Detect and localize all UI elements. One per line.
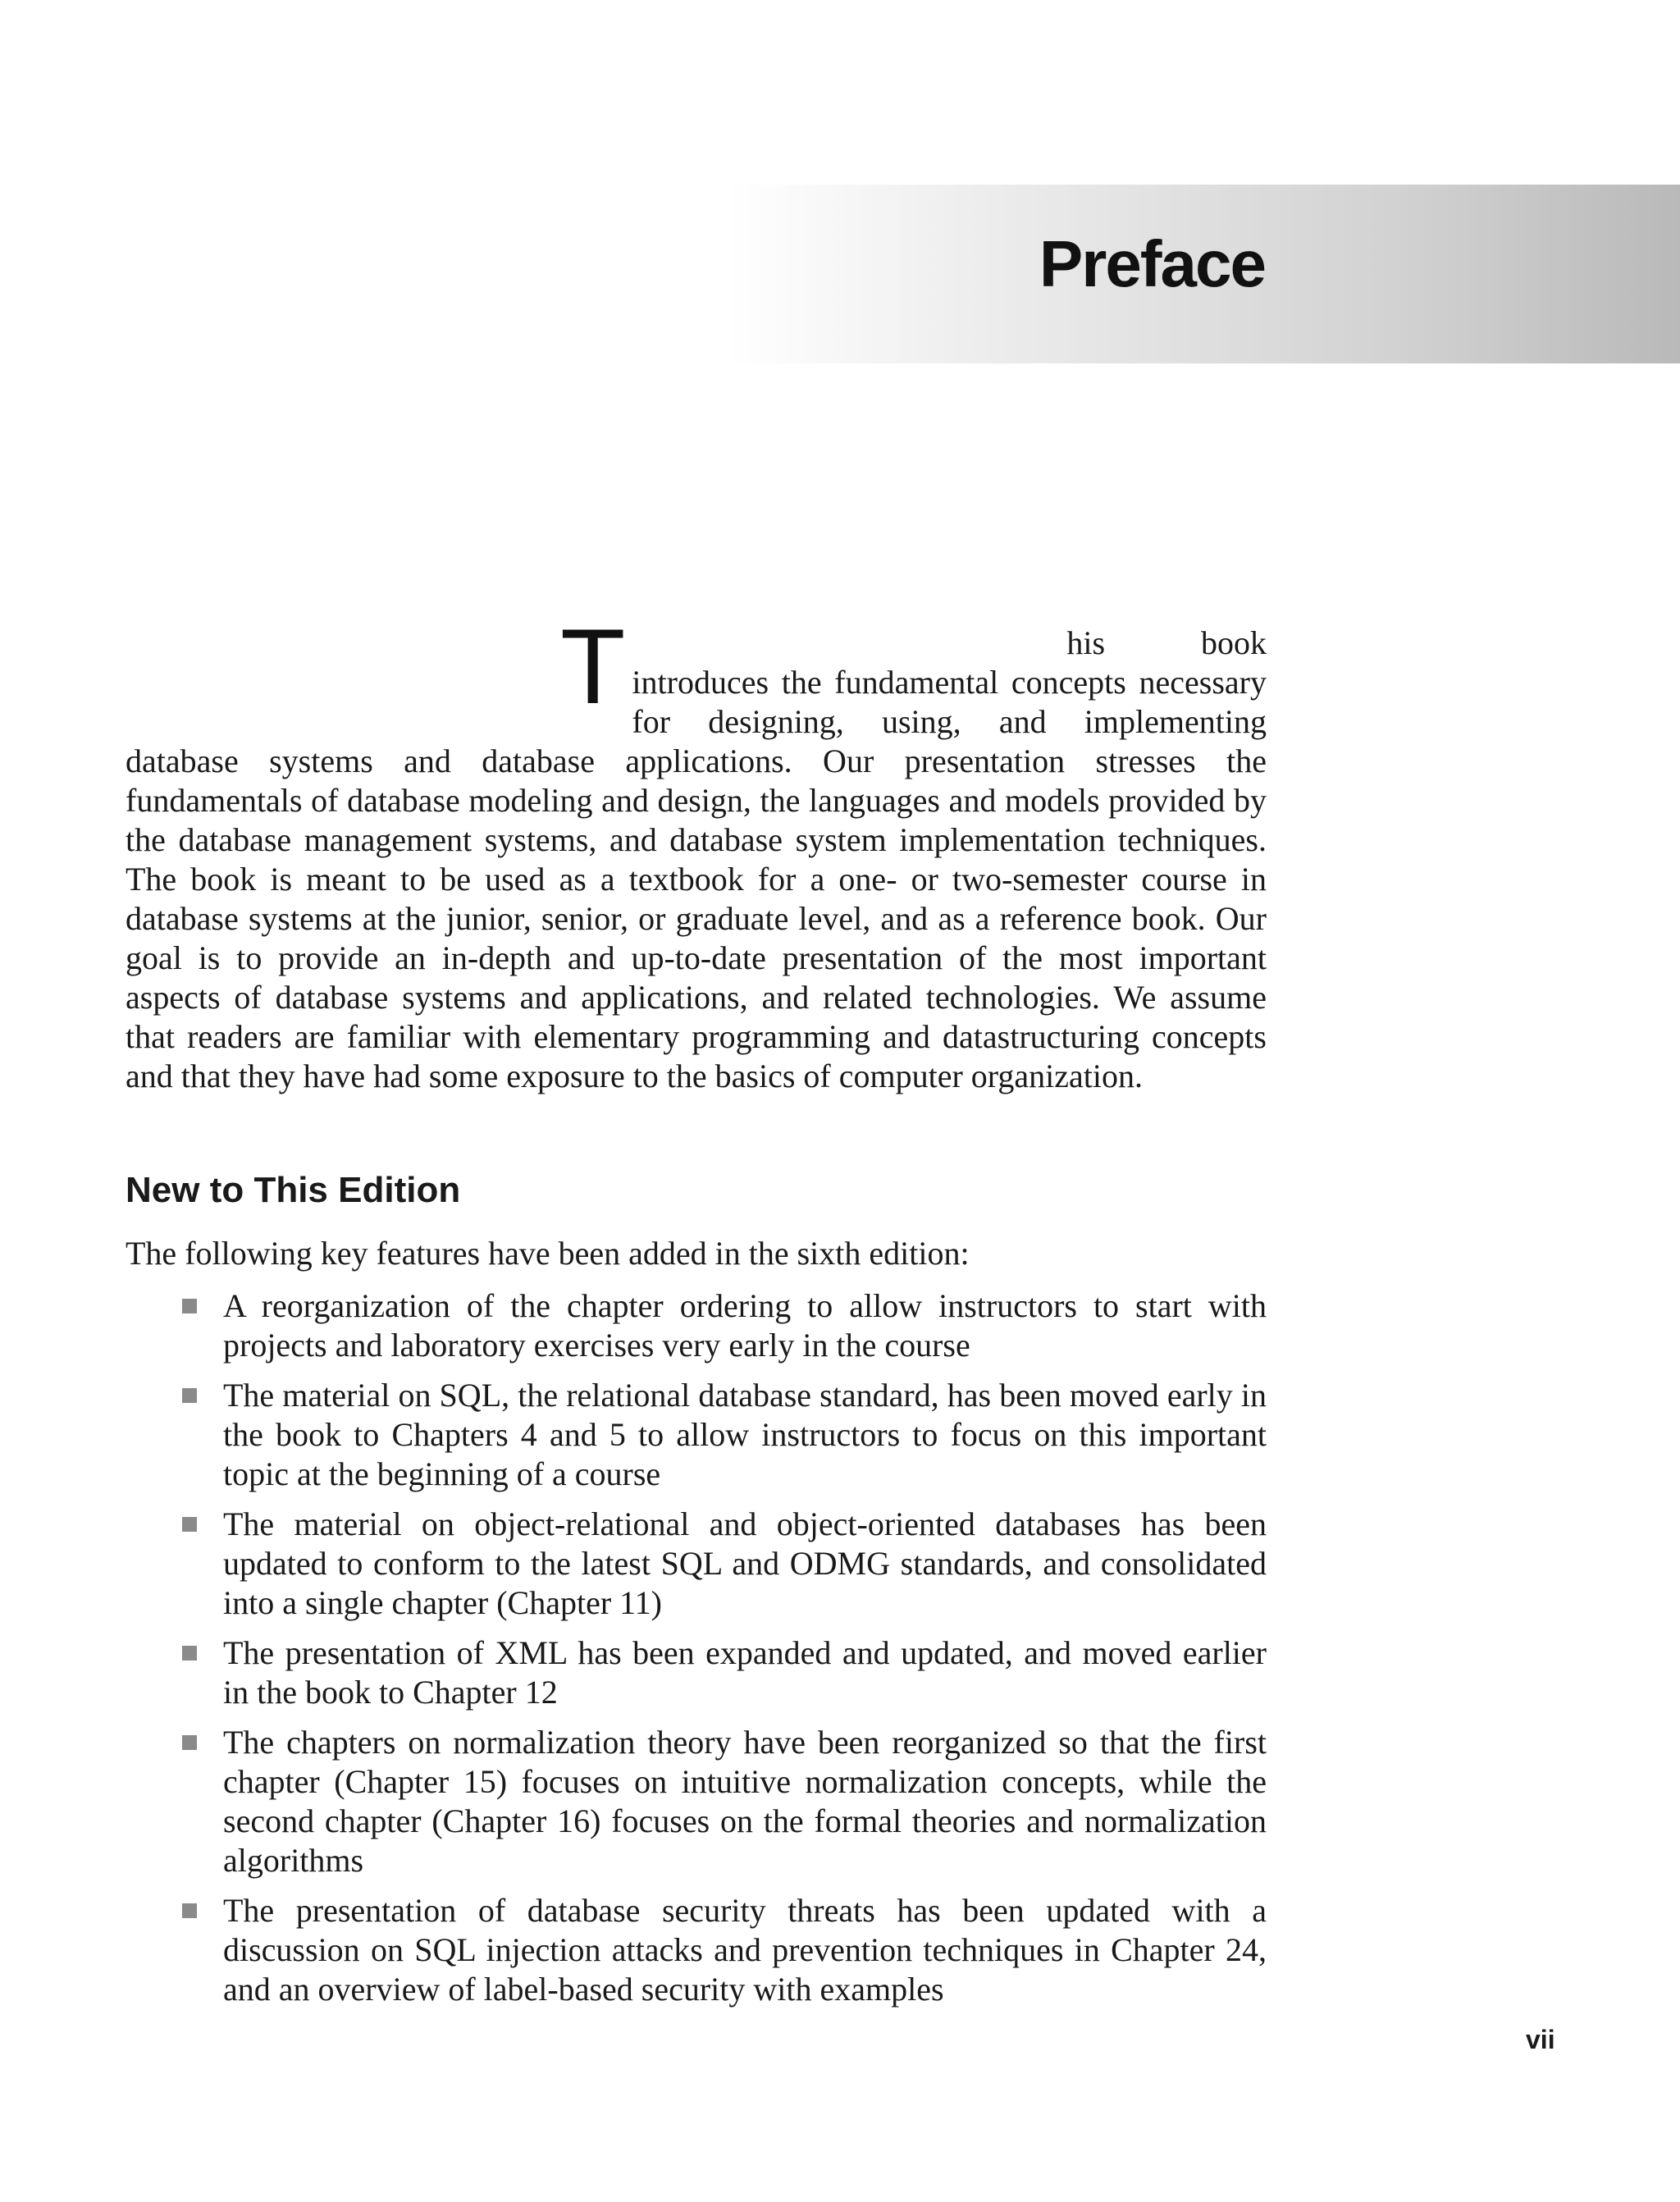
list-item-text: The chapters on normalization theory have been reorganized so that the first chapter (Chapter 15) focuses on intuitive normalization concepts, while the second chapter (Chapter 16) focuses on the formal theories and normalization algorithms — [223, 1724, 1267, 1879]
list-item — [223, 1891, 1267, 2009]
square-bullet-icon — [182, 1299, 197, 1313]
list-item — [223, 1376, 1267, 1494]
page-number: vii — [1526, 2025, 1555, 2054]
list-item-text: The material on SQL, the relational database standard, has been moved early in the book to Chapters 4 and 5 to allow instructors to focus on this important topic at the beginning of a course — [223, 1377, 1267, 1492]
list-item-text: A reorganization of the chapter ordering to allow instructors to start with projects and laboratory exercises very early in the course — [223, 1287, 1267, 1364]
section-lead: The following key features have been added in the sixth edition: — [126, 1235, 970, 1272]
intro-text: his book introduces the fundamental concepts necessary for designing, using, and implementing database systems and database applications. Our presentation stresses the fundamentals of database modeling and design, the languages and models provided by the database management systems, and database system implementation techniques. The book is meant to be used as a textbook for a one- or two-semester course in database systems at the junior, senior, or graduate level, and as a reference book. Our goal is to provide an in-depth and up-to-date presentation of the most important aspects of database systems and applications, and related technologies. We assume that readers are familiar with elementary programming and datastructuring concepts and that they have had some exposure to the basics of computer organization. — [126, 624, 1267, 1094]
square-bullet-icon — [182, 1903, 197, 1918]
list-item-text: The presentation of database security threats has been updated with a discussion on SQL injection attacks and prevention techniques in Chapter 24, and an overview of label-based security with examples — [223, 1892, 1267, 2008]
square-bullet-icon — [182, 1517, 197, 1532]
drop-cap: T — [560, 606, 626, 726]
feature-list — [223, 1286, 1267, 2020]
chapter-title: Preface — [1039, 227, 1265, 300]
square-bullet-icon — [182, 1388, 197, 1403]
intro-paragraph-block — [126, 606, 1267, 1096]
list-item-text: The presentation of XML has been expanded and updated, and moved earlier in the book to Chapter 12 — [223, 1634, 1267, 1711]
square-bullet-icon — [182, 1735, 197, 1750]
intro-paragraph — [126, 606, 1267, 1096]
list-item — [223, 1286, 1267, 1365]
section-heading: New to This Edition — [126, 1170, 461, 1210]
list-item — [223, 1723, 1267, 1880]
list-item — [223, 1633, 1267, 1712]
list-item-text: The material on object-relational and object-oriented databases has been updated to conform to the latest SQL and ODMG standards, and consolidated into a single chapter (Chapter 11) — [223, 1505, 1267, 1621]
square-bullet-icon — [182, 1646, 197, 1661]
list-item — [223, 1505, 1267, 1623]
